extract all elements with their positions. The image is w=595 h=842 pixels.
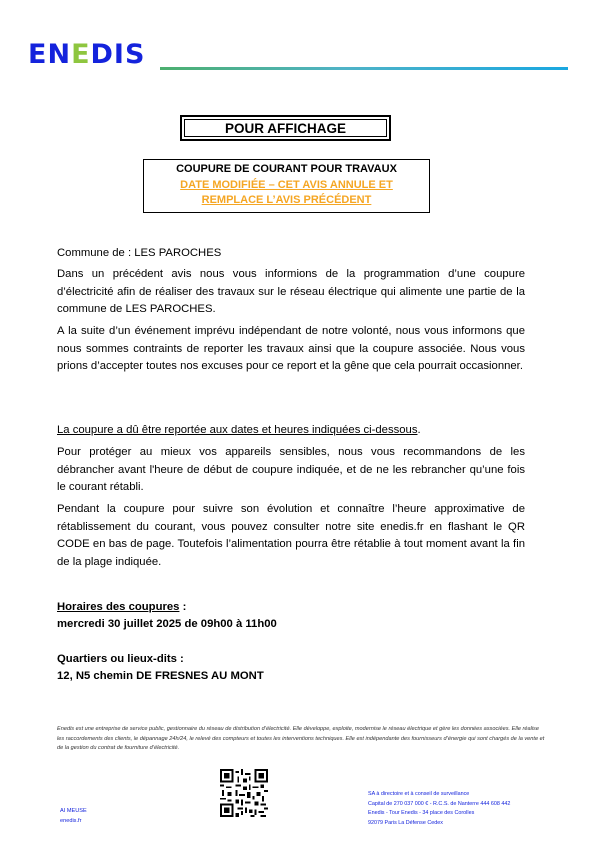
footer-region: AI MEUSE bbox=[60, 808, 87, 814]
quartiers-value: 12, N5 chemin DE FRESNES AU MONT bbox=[57, 670, 264, 682]
qr-code[interactable] bbox=[220, 769, 268, 817]
notice-title-line3: REMPLACE L’AVIS PRÉCÉDENT bbox=[201, 194, 372, 206]
paragraph-protect-devices: Pour protéger au mieux vos appareils sensibles, nous vous recommandons de les débrancher avant l'heure de début de coupure indiquée, et de ne les rebrancher qu’une fois le courant rétabli. bbox=[57, 446, 525, 493]
horaires-label: Horaires des coupures bbox=[57, 601, 180, 613]
paragraph-previous-notice: Dans un précédent avis nous vous informions de la programmation d’une coupure d’électricité afin de réaliser des travaux sur le réseau électrique qui alimente une partie de la commune de LES PAROCHES. bbox=[57, 268, 525, 315]
footer-left-block bbox=[60, 806, 87, 826]
quartiers-label: Quartiers ou lieux-dits : bbox=[57, 653, 184, 665]
logo-divider-rule bbox=[160, 67, 568, 70]
footer-company-line3: Enedis - Tour Enedis - 34 place des Corolles bbox=[368, 810, 475, 816]
horaires-heading bbox=[57, 599, 525, 617]
rescheduled-text: La coupure a dû être reportée aux dates et heures indiquées ci-dessous bbox=[57, 424, 418, 436]
commune-line: Commune de : LES PAROCHES bbox=[57, 247, 222, 259]
pour-affichage-label: POUR AFFICHAGE bbox=[184, 119, 387, 137]
notice-title-line2: DATE MODIFIÉE – CET AVIS ANNULE ET bbox=[180, 178, 393, 191]
footer-company-line1: SA à directoire et à conseil de surveillance bbox=[368, 791, 470, 797]
horaires-colon: : bbox=[179, 601, 187, 613]
pour-affichage-box bbox=[180, 115, 391, 141]
paragraph-follow-outage: Pendant la coupure pour suivre son évolution et connaître l’heure approximative de rétablissement du courant, vous pouvez consulter notre site enedis.fr en flashant le QR CODE en bas de page. Toutefois l’alimentation pourra être rétablie à tout moment avant la fin de la plage indiquée. bbox=[57, 503, 525, 568]
enedis-logo: ENEDIS bbox=[28, 39, 146, 70]
paragraph-postponement: A la suite d’un événement imprévu indépendant de notre volonté, nous vous informons que nous sommes contraints de reporter les travaux ainsi que la coupure associée. Nous vous prions d’accepter toutes nos excuses pour ce report et la gêne que cela pourrait occasionner. bbox=[57, 325, 525, 372]
paragraph-rescheduled bbox=[57, 422, 525, 440]
horaires-value: mercredi 30 juillet 2025 de 09h00 à 11h00 bbox=[57, 618, 277, 630]
notice-title-line1: COUPURE DE COURANT POUR TRAVAUX bbox=[176, 163, 397, 175]
footer-legal-text: Enedis est une entreprise de service public, gestionnaire du réseau de distribution d’électricité. Elle développe, exploite, modernise le réseau électrique et gère les données associées. Elle réalise les raccordements des clients, le dépannage 24h/24, le relevé des compteurs et toutes les interventions techniques. Elle est indépendante des fournisseurs d’énergie qui sont chargés de la vente et de la gestion du contrat de fourniture d’électricité. bbox=[57, 726, 545, 751]
rescheduled-period: . bbox=[417, 424, 421, 436]
footer-website-link[interactable]: enedis.fr bbox=[60, 818, 82, 824]
footer-company-info bbox=[368, 790, 510, 828]
footer-company-line2: Capital de 270 037 000 € - R.C.S. de Nanterre 444 608 442 bbox=[368, 800, 511, 807]
footer-company-line4: 92079 Paris La Défense Cedex bbox=[368, 819, 443, 826]
notice-title-box bbox=[143, 159, 430, 213]
